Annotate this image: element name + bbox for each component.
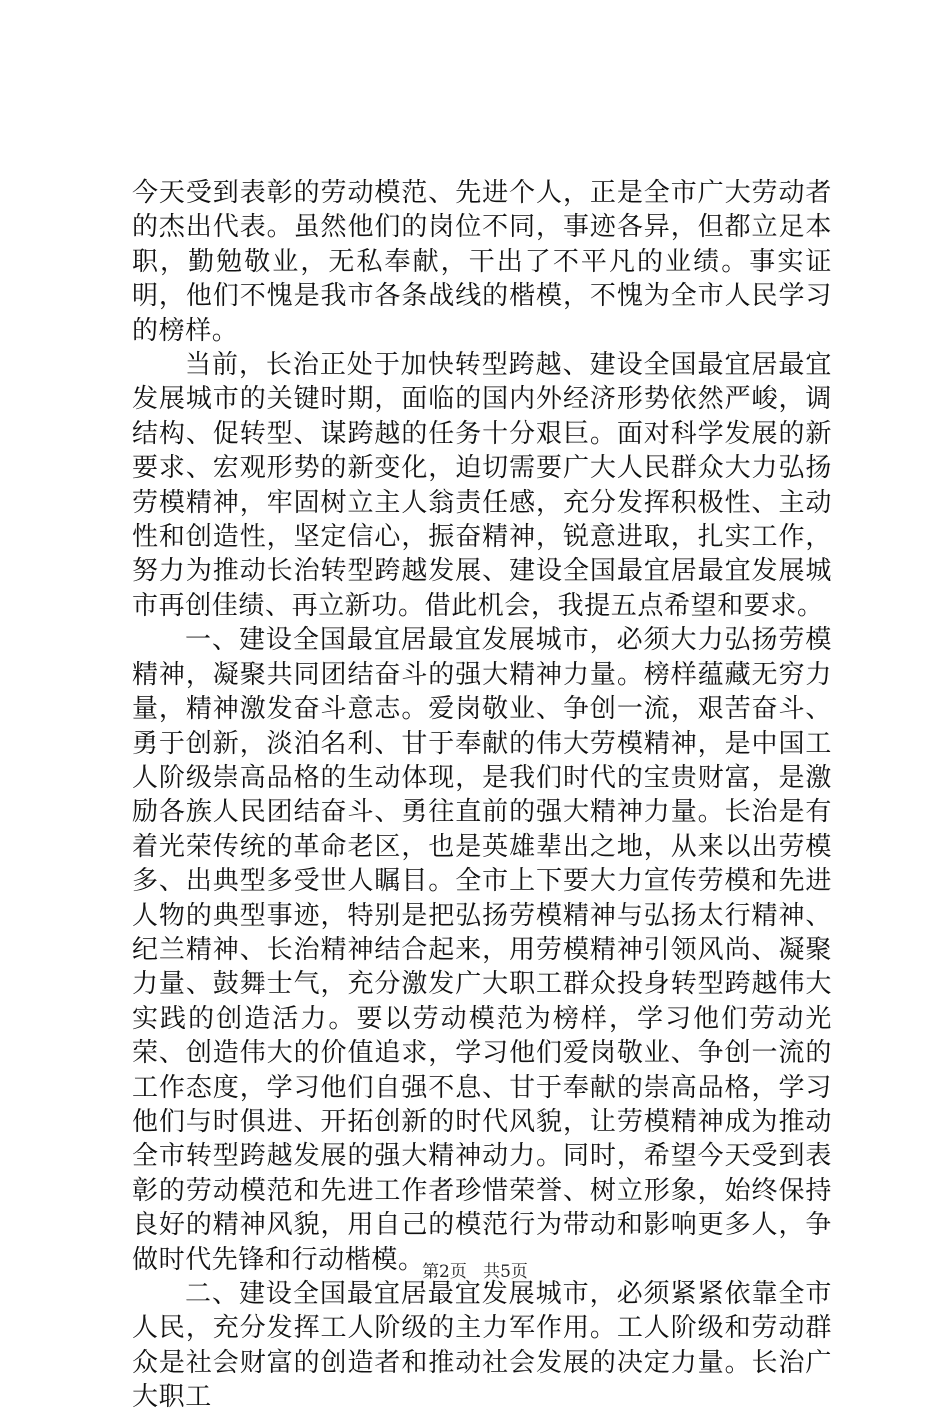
footer-spacer xyxy=(472,1262,477,1282)
page-total: 共5页 xyxy=(483,1262,528,1282)
paragraph-2: 当前，长治正处于加快转型跨越、建设全国最宜居最宜发展城市的关键时期，面临的国内外经济形势依然严峻，调结构、促转型、谋跨越的任务十分艰巨。面对科学发展的新要求、宏观形势的新变化，迫切需要广大人民群众大力弘扬劳模精神，牢固树立主人翁责任感，充分发挥积极性、主动性和创造性，坚定信心，振奋精神，锐意进取，扎实工作，努力为推动长治转型跨越发展、建设全国最宜居最宜发展城市再创佳绩、再立新功。借此机会，我提五点希望和要求。 xyxy=(132,350,832,621)
paragraph-3: 一、建设全国最宜居最宜发展城市，必须大力弘扬劳模精神，凝聚共同团结奋斗的强大精神力量。榜样蕴藏无穷力量，精神激发奋斗意志。爱岗敬业、争创一流，艰苦奋斗、勇于创新，淡泊名利、甘于奉献的伟大劳模精神，是中国工人阶级崇高品格的生动体现，是我们时代的宝贵财富，是激励各族人民团结奋斗、勇往直前的强大精神力量。长治是有着光荣传统的革命老区，也是英雄辈出之地，从来以出劳模多、出典型多受世人瞩目。全市上下要大力宣传劳模和先进人物的典型事迹，特别是把弘扬劳模精神与弘扬太行精神、纪兰精神、长治精神结合起来，用劳模精神引领风尚、凝聚力量、鼓舞士气，充分激发广大职工群众投身转型跨越伟大实践的创造活力。要以劳动模范为榜样，学习他们劳动光荣、创造伟大的价值追求，学习他们爱岗敬业、争创一流的工作态度，学习他们自强不息、甘于奉献的崇高品格，学习他们与时俱进、开拓创新的时代风貌，让劳模精神成为推动全市转型跨越发展的强大精神动力。同时，希望今天受到表彰的劳动模范和先进工作者珍惜荣誉、树立形象，始终保持良好的精神风貌，用自己的模范行为带动和影响更多人，争做时代先锋和行动楷模。 xyxy=(132,625,832,1275)
paragraph-4: 二、建设全国最宜居最宜发展城市，必须紧紧依靠全市人民，充分发挥工人阶级的主力军作用。工人阶级和劳动群众是社会财富的创造者和推动社会发展的决定力量。长治广大职工 xyxy=(132,1279,832,1413)
paragraph-1: 今天受到表彰的劳动模范、先进个人，正是全市广大劳动者的杰出代表。虽然他们的岗位不同，事迹各异，但都立足本职，勤勉敬业，无私奉献，干出了不平凡的业绩。事实证明，他们不愧是我市各条战线的楷模，不愧为全市人民学习的榜样。 xyxy=(132,178,832,346)
page-number: 第2页 xyxy=(422,1262,467,1282)
document-body xyxy=(132,176,832,1415)
page-footer xyxy=(0,1257,950,1282)
